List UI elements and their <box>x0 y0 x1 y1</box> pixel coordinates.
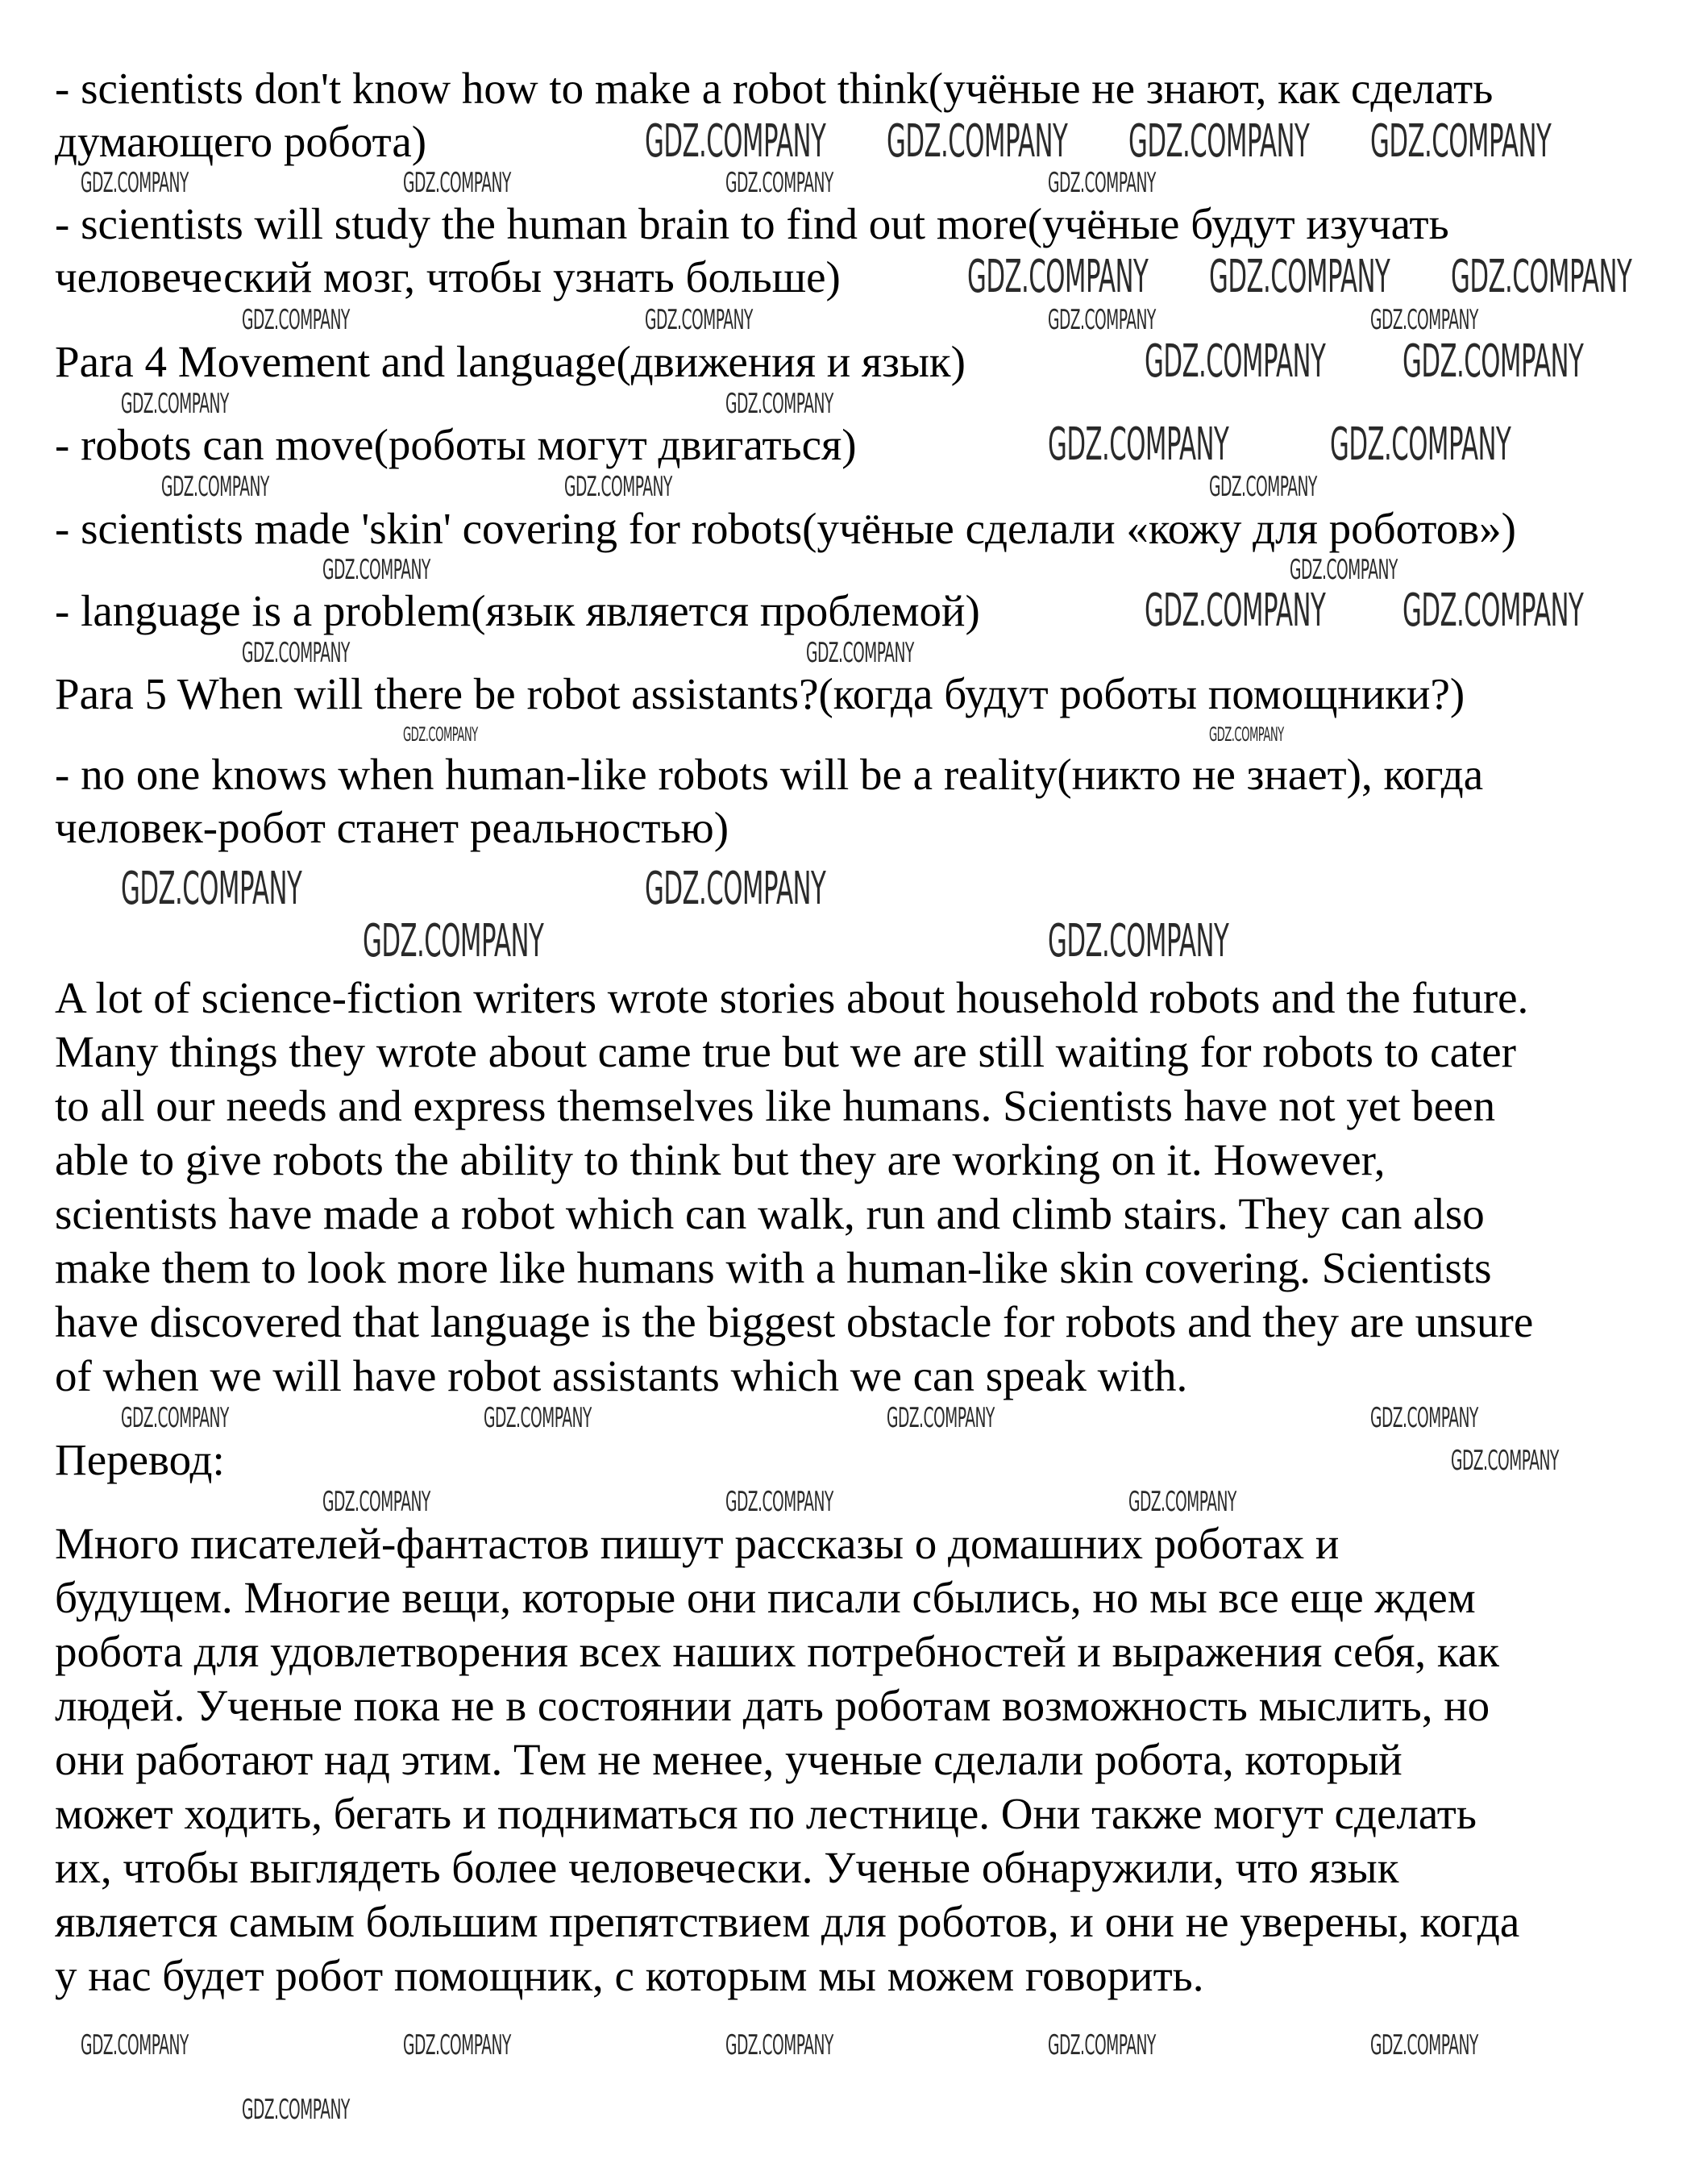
watermark: GDZ.COMPANY <box>725 388 833 420</box>
watermark: GDZ.COMPANY <box>81 2029 189 2061</box>
watermark: GDZ.COMPANY <box>403 167 511 199</box>
text-line: является самым большим препятствием для роботов, и они не уверены, когда <box>55 1897 1520 1946</box>
watermark: GDZ.COMPANY <box>1048 915 1229 967</box>
text-line: будущем. Многие вещи, которые они писали сбылись, но мы все еще ждем <box>55 1573 1476 1622</box>
watermark: GDZ.COMPANY <box>81 167 189 199</box>
watermark: GDZ.COMPANY <box>1290 554 1398 586</box>
watermark: GDZ.COMPANY <box>484 1402 592 1434</box>
watermark: GDZ.COMPANY <box>1209 251 1390 303</box>
watermark: GDZ.COMPANY <box>806 637 914 669</box>
russian-translation <box>55 1516 1519 2003</box>
watermark: GDZ.COMPANY <box>322 1486 430 1518</box>
text-line: - scientists will study the human brain to find out more(учёные будут изучать <box>55 199 1449 248</box>
watermark: GDZ.COMPANY <box>1402 335 1584 388</box>
bullet-reality <box>55 748 1483 855</box>
watermark: GDZ.COMPANY <box>1145 335 1326 388</box>
watermark: GDZ.COMPANY <box>1048 2029 1156 2061</box>
watermark: GDZ.COMPANY <box>1145 584 1326 637</box>
text-line: - language is a problem(язык является проблемой) <box>55 586 980 635</box>
watermark: GDZ.COMPANY <box>1370 2029 1478 2061</box>
text-line: они работают над этим. Тем не менее, ученые сделали робота, который <box>55 1735 1402 1784</box>
text-line: - scientists don't know how to make a robot think(учёные не знают, как сделать <box>55 64 1494 113</box>
heading-para-4 <box>55 335 966 389</box>
watermark: GDZ.COMPANY <box>403 723 478 746</box>
text-line: Para 4 Movement and language(движения и язык) <box>55 337 966 386</box>
watermark: GDZ.COMPANY <box>121 388 229 420</box>
watermark: GDZ.COMPANY <box>363 915 544 967</box>
text-line: думающего робота) <box>55 117 427 166</box>
watermark: GDZ.COMPANY <box>1330 418 1511 471</box>
translation-label <box>55 1433 225 1487</box>
bullet-skin <box>55 502 1516 555</box>
watermark: GDZ.COMPANY <box>242 637 350 669</box>
watermark: GDZ.COMPANY <box>403 2029 511 2061</box>
bullet-language <box>55 584 980 638</box>
watermark: GDZ.COMPANY <box>1209 471 1317 503</box>
text-line: человеческий мозг, чтобы узнать больше) <box>55 252 841 302</box>
text-line: scientists have made a robot which can walk, run and climb stairs. They can also <box>55 1189 1485 1238</box>
watermark: GDZ.COMPANY <box>967 251 1149 303</box>
watermark: GDZ.COMPANY <box>645 863 826 915</box>
text-line: - no one knows when human-like robots will be a reality(никто не знает), когда <box>55 750 1484 799</box>
text-line: Many things they wrote about came true but we are still waiting for robots to cater <box>55 1027 1516 1076</box>
watermark: GDZ.COMPANY <box>322 554 430 586</box>
watermark: GDZ.COMPANY <box>121 863 302 915</box>
watermark: GDZ.COMPANY <box>242 2094 350 2126</box>
watermark: GDZ.COMPANY <box>1451 1445 1559 1477</box>
watermark: GDZ.COMPANY <box>1048 167 1156 199</box>
text-line: Много писателей-фантастов пишут рассказы о домашних роботах и <box>55 1519 1340 1568</box>
watermark: GDZ.COMPANY <box>725 2029 833 2061</box>
watermark: GDZ.COMPANY <box>1451 251 1632 303</box>
watermark: GDZ.COMPANY <box>1128 1486 1236 1518</box>
text-line: to all our needs and express themselves like humans. Scientists have not yet been <box>55 1081 1496 1130</box>
watermark: GDZ.COMPANY <box>161 471 269 503</box>
watermark: GDZ.COMPANY <box>1048 304 1156 336</box>
watermark: GDZ.COMPANY <box>121 1402 229 1434</box>
english-summary <box>55 971 1533 1403</box>
watermark: GDZ.COMPANY <box>1402 584 1584 637</box>
text-line: их, чтобы выглядеть более человечески. Ученые обнаружили, что язык <box>55 1843 1399 1892</box>
watermark: GDZ.COMPANY <box>725 167 833 199</box>
bullet-move <box>55 418 857 472</box>
text-line: of when we will have robot assistants which we can speak with. <box>55 1351 1188 1400</box>
watermark: GDZ.COMPANY <box>1209 723 1284 746</box>
text-line: может ходить, бегать и подниматься по лестнице. Они также могут сделать <box>55 1789 1477 1838</box>
watermark: GDZ.COMPANY <box>1370 1402 1478 1434</box>
watermark: GDZ.COMPANY <box>1128 115 1310 168</box>
text-line: Перевод: <box>55 1435 225 1484</box>
watermark: GDZ.COMPANY <box>645 304 753 336</box>
watermark: GDZ.COMPANY <box>887 1402 995 1434</box>
text-line: Para 5 When will there be robot assistants?(когда будут роботы помощники?) <box>55 669 1465 718</box>
watermark: GDZ.COMPANY <box>1370 304 1478 336</box>
text-line: A lot of science-fiction writers wrote stories about household robots and the future. <box>55 973 1529 1022</box>
watermark: GDZ.COMPANY <box>242 304 350 336</box>
text-line: have discovered that language is the biggest obstacle for robots and they are unsure <box>55 1297 1534 1346</box>
watermark: GDZ.COMPANY <box>645 115 826 168</box>
text-line: - scientists made 'skin' covering for robots(учёные сделали «кожу для роботов») <box>55 504 1516 553</box>
text-line: - robots can move(роботы могут двигаться) <box>55 420 857 469</box>
watermark: GDZ.COMPANY <box>887 115 1068 168</box>
text-line: able to give robots the ability to think but they are working on it. However, <box>55 1135 1386 1184</box>
watermark: GDZ.COMPANY <box>1048 418 1229 471</box>
text-line: у нас будет робот помощник, с которым мы можем говорить. <box>55 1951 1204 2000</box>
text-line: людей. Ученые пока не в состоянии дать роботам возможность мыслить, но <box>55 1681 1490 1730</box>
text-line: make them to look more like humans with a human-like skin covering. Scientists <box>55 1243 1492 1292</box>
heading-para-5 <box>55 668 1465 721</box>
text-line: робота для удовлетворения всех наших потребностей и выражения себя, как <box>55 1627 1499 1676</box>
text-line: человек-робот станет реальностью) <box>55 803 729 852</box>
watermark: GDZ.COMPANY <box>564 471 672 503</box>
watermark: GDZ.COMPANY <box>725 1486 833 1518</box>
watermark: GDZ.COMPANY <box>1370 115 1552 168</box>
